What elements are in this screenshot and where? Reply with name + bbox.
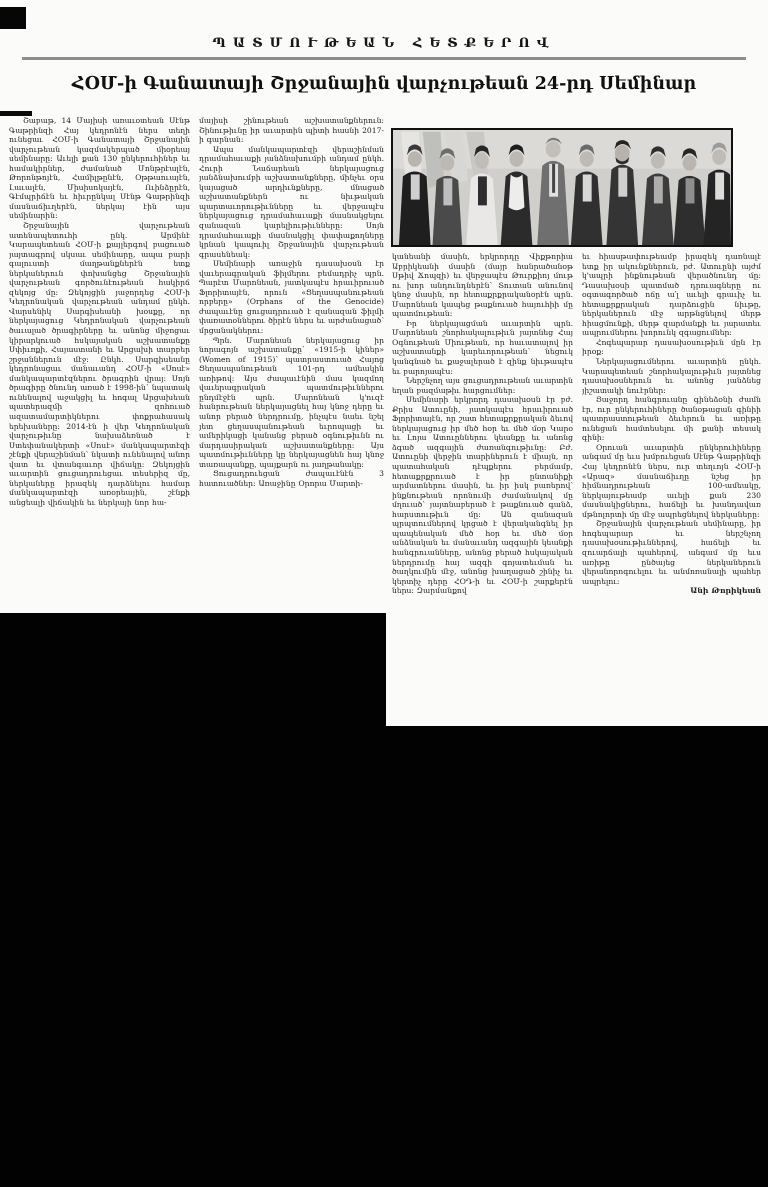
- article-paragraph: Շրջանային վարչութեան սեմինարը, իր հոգեպարար եւ ներշնչող դասախօսութիւններով, հաճելի եւ զուարճալի պահերով, անգամ մը եւս առիթը ընծայեց ներկաներուն վերանորոգուելու եւ անմոռանալի պահեր ապրելու։: [582, 519, 761, 586]
- article-paragraph: Շրջանային վարչութեան ատենապետուհի ընկ. Արմինէ Կարապետեան ՀՕՄ-ի քայլերգով բացուած յայտագրով սկսաւ սեմինարը, ապա բարի գալուստի մաղթանքներէն ետք ներկաներուն փոխանցեց Շրջանային վարչութեան գործունէութեան հակիրճ զեկոյց մը։ Զեկոյցին յաջորդեց ՀՕՄ-ի Կեդրոնական վարչութեան անդամ ընկհ. Վարսենիկ Սարգիսեանի խօսքը, որ ներկայացուց Կեդրոնական վարչութեան ծաւալած ծրագիրները եւ անոնց միջոցաւ կիրարկուած հսկայական աշխատանքը Սփիւռքի, Հայաստանի եւ Արցախի տարբեր շրջաններուն մէջ։ Ընկհ. Սարգիսեանը կեդրոնացաւ մանաւանդ ՀՕՄ-ի «Սոսէ» մանկապարտէզներու ծրագրին վրայ։ Սոյն ծրագիրը ծնունդ առած է 1998-ին՝ նպատակ ունենալով աջակցիլ եւ հոգալ Արցախեան պատերազմի զոհուած ազատամարտիկներու փոքրահասակ երեխաները։ 2014-էն ի վեր Կեդրոնական վարչութիւնը նախաձեռնած է Ստեփանակերտի «Սոսէ» մանկապարտէզի շէնքի վերաշինման՝ նկատի ունենալով անոր վատ եւ վտանգաւոր վիճակը։ Զեկոյցին աւարտին ցուցադրուեցաւ տեսերիզ մը, ներկաները իրազեկ դարձնելու համար մանկապարտէզի առօրեային, շէնքի անցեալի վիճակին եւ ներկայի նոր հա-: [9, 221, 190, 507]
- article-column-1: [9, 116, 190, 613]
- article-paragraph: Յաջորդ հանգրուանը գինեձօնի ժամն էր, ուր ընկերուհիները ծանօթացան գինիի պատրաստութեան ձեւերուն եւ առիթը ունեցան համտեսելու մի քանի տեսակ գինի։: [582, 395, 761, 443]
- section-header: ՊԱՏՄՈՒԹԵԱՆ ՀԵՏՔԵՐՈՎ: [212, 36, 556, 51]
- article-paragraph: Ներշնչող այս ցուցադրութեան աւարտին եղան բազմաթիւ հարցումներ։: [392, 376, 573, 395]
- article-paragraph: կանեանի մասին, երկրորդը Վիքթորիա Աբրիկեանի մասին (մայր հանրածանօթ Սթիվ Ճոպզի) եւ վերջապէս Թուրքիոյ մութ ու խոր անդունդներէն՝ Տուտան անունով կնոջ մասին, որ հետաքրքրականօրէն պրն. Մարոնեան կապեց թաքնուած հայուհիի մը պատմութեան։: [392, 252, 573, 319]
- article-paragraph: Օրուան աւարտին ընկերուհիները անգամ մը եւս խմբուեցան Սէնթ Գաթրինզի Հայ կեդրոնէն ներս, ուր տեղւոյն ՀՕՄ-ի «Արազ» մասնաճիւղը նշեց իր հիմնադրութեան 100-ամեակը, ներկայութեամբ աւելի քան 230 մասնակիցներու, հաճելի եւ խանդավառ մթնոլորտի մը մէջ ապրեցնելով ներկաները։: [582, 442, 761, 519]
- group-photo-illustration: [393, 130, 731, 245]
- article-column-2: [199, 116, 384, 613]
- article-paragraph: Պրն. Մարոնեան ներկայացուց իր նորագոյն աշխատանքը՝ «1915-ի կիներ» (Women of 1915)՝ պատրաստուած Հայոց Ցեղասպանութեան 101-րդ ամեակին առիթով։ Այս ժապաւէնին մաս կազմող վաւերագրական պատմութիւններու ընդմէջէն պրն. Մարոնեան կ'ուզէ հանրութեան ներկայացնել հայ կնոջ դերը եւ անոր բերած ներդրումը, ինչպէս նաեւ նշել յետ ցեղասպանութեան եւրոպացի եւ ամերիկացի կանանց բերած օգնութիւնն ու մարդասիրական աշխատանքները։ Այս պատմութիւնները կը ներկայացնեն հայ կնոջ տառապանքը, պայքարն ու յաղթանակը։: [199, 335, 384, 469]
- article-paragraph: Ցուցադրուեցան ժապաւէնէն 3 հատուածներ։ Առաջինը Օրորա Մարտի-: [199, 469, 384, 488]
- article-paragraph: Շաբաթ, 14 Մայիսի առաւօտեան Սէնթ Գաթրինզի Հայ կեդրոնէն ներս տեղի ունեցաւ ՀՕՄ-ի Գանատայի Շրջանային վարչութեան կազմակերպած միօրեայ սեմինարը։ Աւելի քան 130 ընկերուհիներ եւ համակիրներ, ժամանած Մոնթրէալէն, Թորոնթոյէն, Համիլթընէն, Օթթաուայէն, Լաւալէն, Միսիսոկայէն, Ուինձըրէն, Գէմպրիճէն եւ հիւրընկալ Սէնթ Գաթրինզի մասնաճիւղերէն, ներկայ էին այս սեմինարին։: [9, 116, 190, 221]
- article-paragraph: մայիսի շինութեան աշխատանքներուն։ Շինութիւնը իր աւարտին պիտի հասնի 2017-ի գարնան։: [199, 116, 384, 145]
- article-column-4: [582, 252, 761, 702]
- article-column-3: [392, 252, 573, 696]
- article-paragraph: եւ հիասթափութեամբ իրազեկ դառնալէ ետք իր ակունքներուն, բժ. Ատուընի այժմ կ'ապրի ինքնութեան վերածնունդ մը։ Դասախօսի պատմած դրուագները ու օգտագործած ոճը ա՛լ աւելի գրաւիչ եւ հետաքրքրական դարձուցին նիւթը, ներկաներուն մէջ արթնցնելով մերթ հիացմունքի, մերթ զարմանքի եւ յարատեւ ապրումներու խորունկ զգացումներ։: [582, 252, 761, 338]
- article-paragraph: Իր ներկայացման աւարտին պրն. Մարոնեան շնորհակալութիւն յայտնեց Հայ Օգնութեան Միութեան, որ հաւատալով իր աշխատանքի կարեւորութեան՝ նեցուկ կանգնած եւ քաջալերած է զինք նիւթապէս եւ բարոյապէս։: [392, 318, 573, 376]
- header-divider-rule: [22, 57, 746, 60]
- article-paragraph: Հոգեպարար դասախօսութիւն մըն էր իրօք։: [582, 337, 761, 357]
- article-paragraph: Սեմինարի առաջին դասախօսն էր վաւերագրական ֆիլմերու բեմադրիչ պրն. Պարէտ Մարոնեան, յատկապէս հրաւիրուած Ֆլորիտայէն, որուն «Ցեղասպանութեան որբերը» (Orphans of the Genocide) ժապաւէնը ցուցադրուած է զանազան ֆիլմի փառատօններու ծիրէն ներս եւ արժանացած՝ մրցանակներու։: [199, 259, 384, 336]
- article-paragraph: Ներկայացումներու աւարտին ընկհ. Կարապետեան շնորհակալութիւն յայտնեց դասախօսներուն եւ անոնց յանձնեց յիշատակի նուէրներ։: [582, 357, 761, 395]
- article-paragraph: Սեմինարի երկրորդ դասախօսն էր բժ. Քրիս Ատուընի, յատկապէս հրաւիրուած Ֆլորիտայէն, որ շատ հետաքրքրական ձեւով ներկայացուց իր մեծ հօր եւ մեծ մօր Կարօ եւ Լոյա Ատուըններու կեանքը եւ անոնց ձգած ազգային ժառանգութիւնը։ Բժ. Ատուընի վերջին տարիներուն է միայն, որ պատահական դէպքերու բերմամբ, հետաքրքրուած է իր ընտանիքի արմատներու մասին, եւ իր իսկ բառերով՝ ինքնութեան որոնումի ժամանակով մը մղուած՝ յայտնաբերած է թաքնուած գանձ, հարստութիւն մը։ Ան զանազան պրպտումներով կրցած է վերականգնել իր պապենական մեծ հօր եւ մեծ մօր անձնական եւ մանաւանդ ազգային կեանքի հանգրուանները, անոնց բերած հսկայական ներդրումը հայ ազգի գոյատեւման եւ ծաղկումին մէջ, անոնց խաղացած շինիչ եւ կերտիչ դերը ՀՕԴ-ի եւ ՀՕՄ-ի շարքերէն ներս։ Զարմանքով: [392, 395, 573, 596]
- group-photo: [391, 128, 733, 247]
- article-title: ՀՕՄ-ի Գանատայի Շրջանային վարչութեան 24-րդ Սեմինար: [71, 74, 697, 94]
- scan-artifact-top-left: [0, 7, 26, 29]
- author-signature: Անի Թորիկեան: [690, 586, 761, 596]
- article-paragraph: Ապա մանկապարտէզի վերաշինման դրամահաւաքի յանձնախումբի անդամ ընկհ. Հուրի Նաճարեան ներկայացուց յանձնախումբի աշխատանքները, մինչեւ օրս կայացած արդիւնքները, մնացած աշխատանքներն ու նիւթական պարտաւորութիւնները եւ վերջապէս ներկայացուց դրամահաւաքի մասնակցելու զանազան կարելիութիւնները։ Սոյն դրամահաւաքի մասնակցիլ փափաքողները կրնան կապուիլ Շրջանային վարչութեան գրասենեակ։: [199, 144, 384, 259]
